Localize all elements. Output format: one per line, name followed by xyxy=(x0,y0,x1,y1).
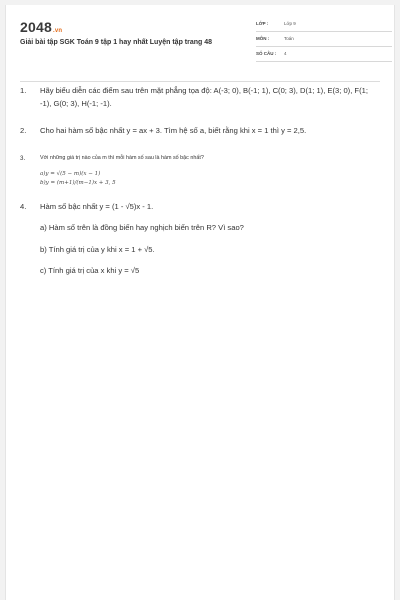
question-text: Với những giá trị nào của m thì mỗi hàm số sau là hàm số bậc nhất? xyxy=(40,154,204,161)
question-number: 3. xyxy=(20,154,26,162)
meta-value: 4 xyxy=(284,51,287,56)
logo-text: 2048 xyxy=(20,19,52,35)
header-divider xyxy=(20,81,380,82)
document-meta xyxy=(256,19,392,64)
question-item xyxy=(20,201,380,278)
document-header xyxy=(20,15,380,73)
meta-label: LỚP : xyxy=(256,21,269,26)
question-number: 1. xyxy=(20,86,27,95)
question-text: Cho hai hàm số bậc nhất y = ax + 3. Tìm hệ số a, biết rằng khi x = 1 thì y = 2,5. xyxy=(40,126,307,135)
meta-row-subject xyxy=(256,34,392,47)
question-number: 2. xyxy=(20,126,27,135)
question-number: 4. xyxy=(20,201,27,211)
meta-row-question-count xyxy=(256,49,392,62)
logo-suffix: .vn xyxy=(52,28,63,34)
question-item xyxy=(20,154,380,188)
question-item xyxy=(20,125,380,138)
meta-label: SỐ CÂU : xyxy=(256,51,277,56)
meta-value: Lớp 9 xyxy=(284,21,296,26)
document-title: Giải bài tập SGK Toán 9 tập 1 hay nhất Luyện tập trang 48 xyxy=(20,39,213,46)
subquestion-a: a) Hàm số trên là đồng biến hay nghịch biến trên R? Vì sao? xyxy=(40,223,244,232)
question-text: Hàm số bậc nhất y = (1 - √5)x - 1. xyxy=(40,201,154,211)
question-list xyxy=(20,85,380,278)
subquestion-c: c) Tính giá trị của x khi y = √5 xyxy=(40,266,140,275)
document-sheet xyxy=(5,5,395,600)
site-logo[interactable] xyxy=(20,19,62,35)
meta-row-grade xyxy=(256,19,392,32)
formula-a: a)y = √(5 − m)(x − 1) xyxy=(40,170,101,177)
formula-list xyxy=(40,170,380,188)
meta-value: Toán xyxy=(284,36,294,41)
formula-b: b)y = (m+1)/(m−1)x + 3, 5 xyxy=(40,179,116,186)
meta-label: MÔN : xyxy=(256,36,270,41)
question-item xyxy=(20,85,380,110)
subquestion-b: b) Tính giá trị của y khi x = 1 + √5. xyxy=(40,244,155,254)
question-text: Hãy biểu diễn các điểm sau trên mặt phẳng tọa độ: A(-3; 0), B(-1; 1), C(0; 3), D(1; 1), E(3; 0), F(1; -1), G(0; 3), H(-1; -1). xyxy=(40,86,368,108)
